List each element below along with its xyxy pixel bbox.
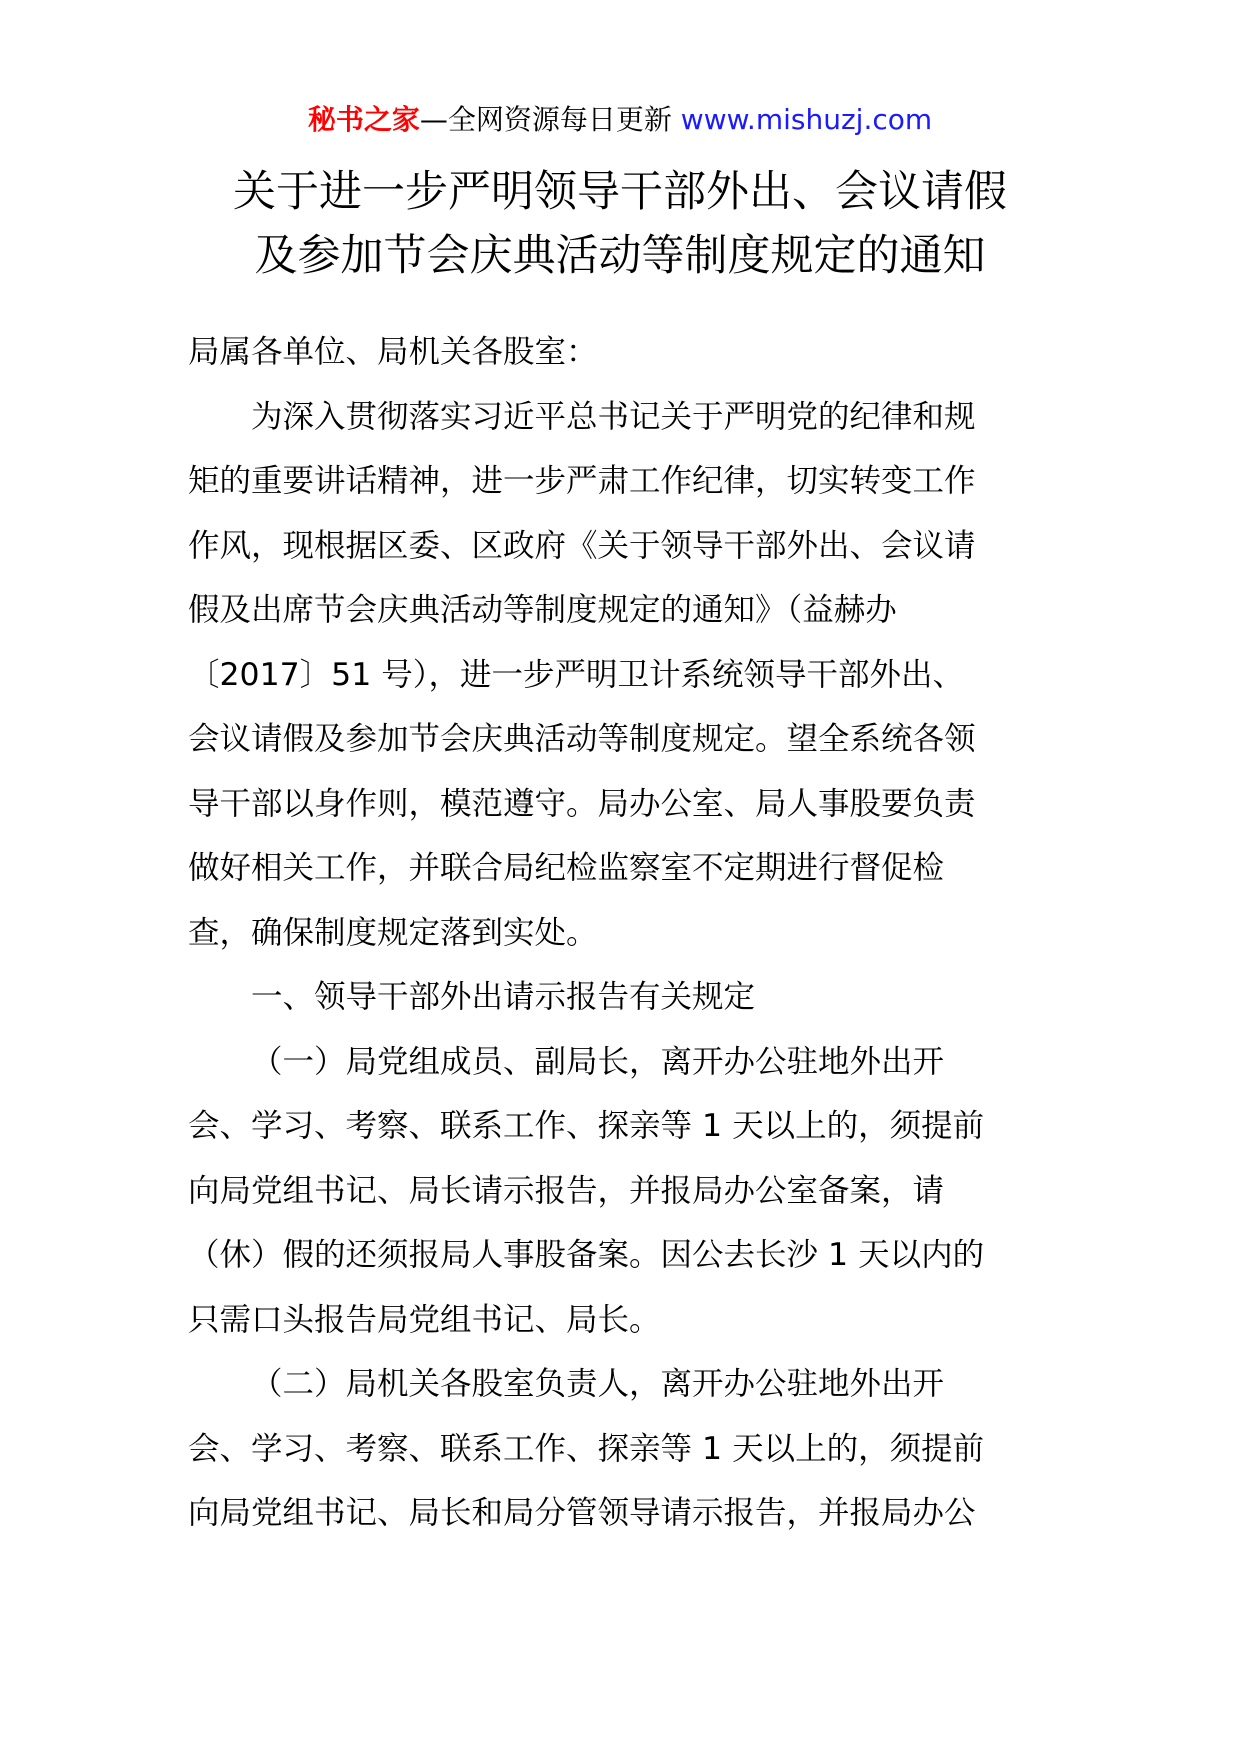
text-line: 做好相关工作，并联合局纪检监察室不定期进行督促检 xyxy=(188,850,945,886)
site-header xyxy=(0,100,1240,140)
site-tagline: —全网资源每日更新 xyxy=(419,103,672,136)
paragraph-intro xyxy=(188,385,1054,966)
title-line-2: 及参加节会庆典活动等制度规定的通知 xyxy=(254,231,986,281)
text-line: 会议请假及参加节会庆典活动等制度规定。望全系统各领 xyxy=(188,721,976,757)
title-line-1: 关于进一步严明领导干部外出、会议请假 xyxy=(233,167,1007,217)
text-line: 只需口头报告局党组书记、局长。 xyxy=(188,1301,661,1338)
site-url-link[interactable]: www.mishuzj.com xyxy=(680,103,933,136)
text-line: （一）局党组成员、副局长，离开办公驻地外出开 xyxy=(251,1043,945,1080)
text-line: 会、学习、考察、联系工作、探亲等 1 天以上的，须提前 xyxy=(188,1108,985,1144)
text-line: （二）局机关各股室负责人，离开办公驻地外出开 xyxy=(251,1366,945,1402)
text-line: 导干部以身作则，模范遵守。局办公室、局人事股要负责 xyxy=(188,785,976,822)
section-heading: 一、领导干部外出请示报告有关规定 xyxy=(251,979,756,1015)
document-title xyxy=(0,160,1240,288)
text-line: （休）假的还须报局人事股备案。因公去长沙 1 天以内的 xyxy=(188,1237,985,1273)
paragraph-item-1 xyxy=(188,1030,1054,1353)
site-brand: 秘书之家 xyxy=(307,103,420,136)
document-body xyxy=(188,320,1054,1546)
text-line: 假及出席节会庆典活动等制度规定的通知》（益赫办 xyxy=(188,592,897,628)
paragraph-item-2 xyxy=(188,1352,1054,1546)
text-line: 查，确保制度规定落到实处。 xyxy=(188,914,598,951)
text-line: 为深入贯彻落实习近平总书记关于严明党的纪律和规 xyxy=(251,398,976,435)
text-line: 向局党组书记、局长请示报告，并报局办公室备案，请 xyxy=(188,1172,945,1209)
text-line: 矩的重要讲话精神，进一步严肃工作纪律，切实转变工作 xyxy=(188,463,976,499)
text-line: 作风，现根据区委、区政府《关于领导干部外出、会议请 xyxy=(188,527,976,564)
text-line: 〔2017〕51 号），进一步严明卫计系统领导干部外出、 xyxy=(188,656,965,693)
text-line: 会、学习、考察、联系工作、探亲等 1 天以上的，须提前 xyxy=(188,1430,985,1467)
salutation: 局属各单位、局机关各股室： xyxy=(188,334,598,370)
text-line: 向局党组书记、局长和局分管领导请示报告，并报局办公 xyxy=(188,1495,976,1531)
